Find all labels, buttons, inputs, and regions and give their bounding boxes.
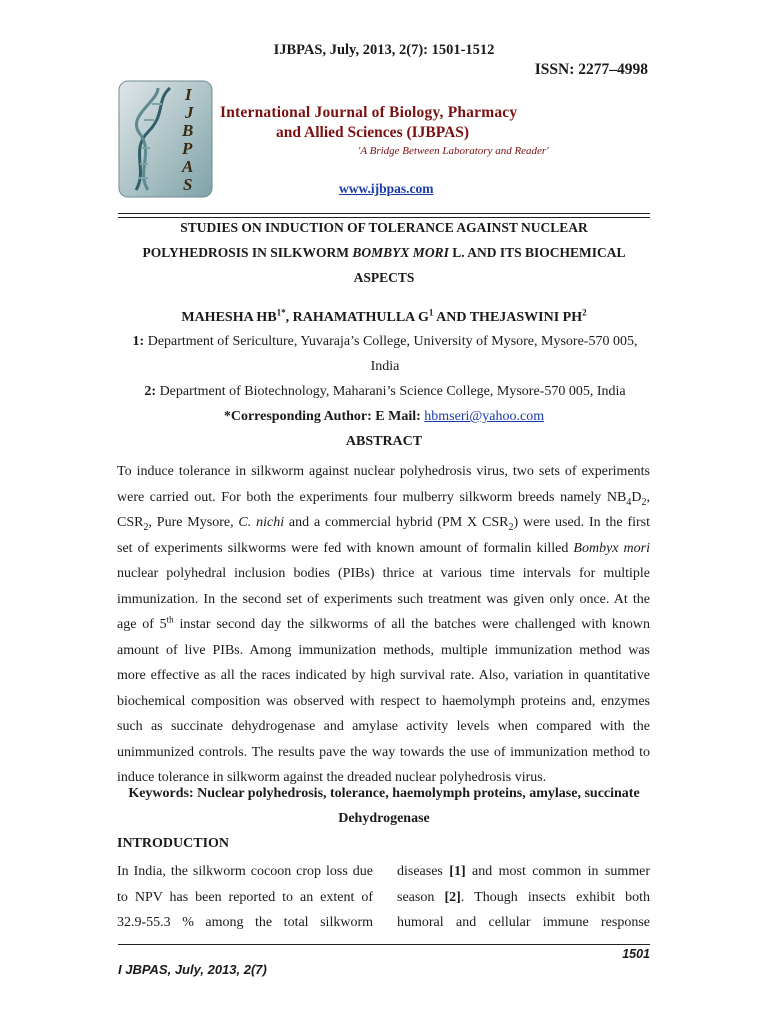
logo-letter: A: [182, 157, 194, 176]
article-title-line1: STUDIES ON INDUCTION OF TOLERANCE AGAINST NUCLEAR: [180, 220, 588, 235]
abstract-line: induce tolerance in silkworm against the dreaded nuclear polyhedrosis virus.: [117, 770, 547, 785]
affiliation-2: 2: Department of Biotechnology, Maharani’s Science College, Mysore-570 005, India: [144, 384, 626, 399]
header-divider-top: [118, 213, 650, 214]
article-title-line3: ASPECTS: [353, 270, 415, 285]
corresponding-author: *Corresponding Author: E Mail: hbmseri@yahoo.com: [223, 409, 545, 424]
logo-letter: P: [182, 139, 193, 158]
author-list: MAHESHA $HB^{1*}$, RAHAMATHULLA $G^1$ AND THEJASWINI $PH^2$: [181, 307, 587, 325]
abstract-line: amount of live PIBs. Among immunization methods, multiple immunization method was: [117, 642, 650, 658]
abstract-line: $CSR_2$, Pure Mysore, C. nichi and a commercial hybrid (PM X $CSR_2$) were used. In the first: [117, 515, 651, 533]
introduction-column-left: [117, 859, 373, 936]
abstract-line: biochemical composition was observed with respect to haemolymph proteins and, enzymes: [117, 693, 650, 709]
issn-label: ISSN: 2277–4998: [534, 61, 648, 78]
logo-letter: S: [183, 175, 193, 194]
footer-divider: [118, 944, 650, 945]
logo-letter: I: [185, 85, 192, 104]
abstract-heading: ABSTRACT: [345, 434, 423, 449]
intro-line: humoral and cellular immune response: [397, 915, 650, 930]
journal-citation-header: IJBPAS, July, 2013, 2(7): 1501-1512: [273, 42, 495, 58]
abstract-line: more effective as all the races indicated by high survival rate. Also, variation in quantitative: [117, 668, 650, 683]
abstract-line: such as succinate dehydrogenase and amylase activity levels when compared with the: [117, 719, 650, 734]
affiliation-1: 1: Department of Sericulture, Yuvaraja’s College, University of Mysore, Mysore-570 005,: [132, 334, 638, 349]
journal-logo: [118, 80, 213, 198]
abstract-line: To induce tolerance in silkworm against nuclear polyhedrosis virus, two sets of experiments: [117, 464, 650, 479]
keywords-line2: Dehydrogenase: [338, 811, 430, 826]
intro-line: diseases [1] and most common in summer: [397, 864, 650, 879]
journal-name-line1: International Journal of Biology, Pharmacy: [220, 104, 518, 121]
article-title-line2: POLYHEDROSIS IN SILKWORM BOMBYX MORI L. AND ITS BIOCHEMICAL: [142, 245, 626, 260]
author-email-link[interactable]: hbmseri@yahoo.com: [424, 409, 545, 424]
logo-letter: J: [185, 103, 194, 122]
logo-letter: B: [182, 121, 194, 140]
abstract-line: were carried out. For both the experiments four mulberry silkworm breeds namely $NB_4D_2$,: [117, 489, 650, 508]
abstract-line: age of 5th instar second day the silkworms of all the batches were challenged with known: [117, 614, 650, 632]
intro-line: season [2]. Though insects exhibit both: [397, 889, 650, 905]
introduction-heading: INTRODUCTION: [117, 836, 230, 851]
header-divider-bottom: [118, 217, 650, 218]
introduction-column-right: [397, 859, 650, 936]
page-number: 1501: [622, 947, 650, 961]
abstract-body: [117, 459, 650, 791]
abstract-line: immunization. In the second set of experiments such treatment was given only once. At the: [117, 591, 650, 607]
abstract-line: set of experiments silkworms were fed with known amount of formalin killed Bombyx mori: [117, 540, 650, 556]
keywords-line1: Keywords: Nuclear polyhedrosis, tolerance, haemolymph proteins, amylase, succinate: [128, 786, 640, 801]
affiliation-1-continued: India: [370, 359, 400, 374]
citation-ref: [1]: [449, 864, 466, 879]
abstract-line: nuclear polyhedral inclusion bodies (PIBs) thrice at various time intervals for multiple: [117, 566, 650, 581]
journal-tagline: 'A Bridge Between Laboratory and Reader': [358, 145, 549, 157]
abstract-line: unimmunized controls. The results pave the way towards the use of immunization method to: [117, 744, 650, 760]
journal-website-link[interactable]: www.ijbpas.com: [339, 181, 434, 196]
intro-line: In India, the silkworm cocoon crop loss due: [117, 864, 373, 879]
journal-name-line2: and Allied Sciences (IJBPAS): [276, 124, 470, 141]
footer-citation: I JBPAS, July, 2013, 2(7): [118, 962, 267, 977]
intro-line: to NPV has been reported to an extent of: [117, 889, 373, 905]
intro-line: 32.9-55.3 % among the total silkworm: [117, 915, 373, 930]
citation-ref: [2]: [444, 889, 461, 905]
